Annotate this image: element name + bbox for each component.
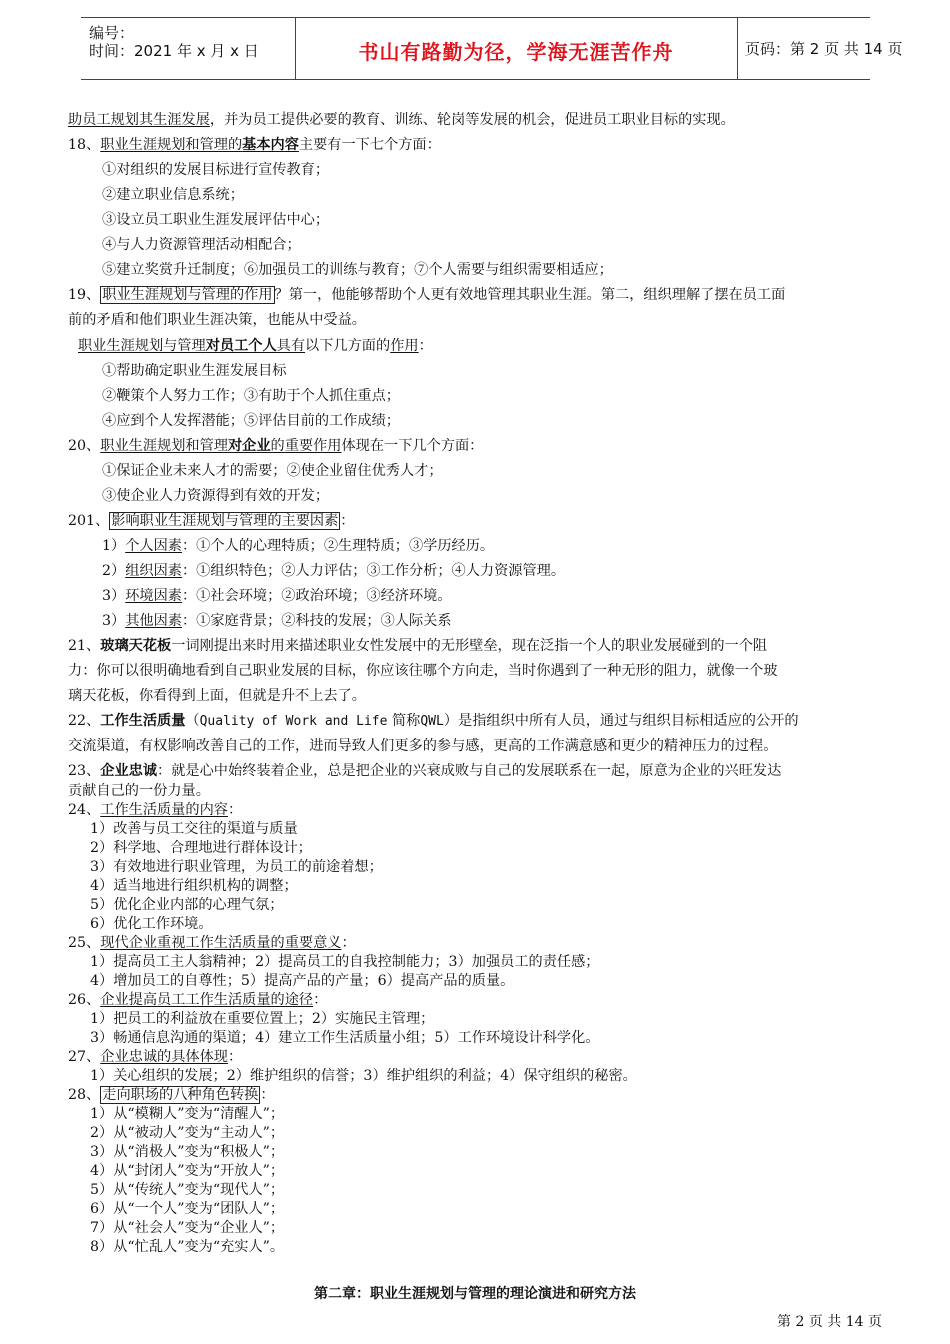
list-item: ④与人力资源管理活动相配合； xyxy=(102,237,301,253)
text-underlined: 职业生涯规划和管理 xyxy=(100,438,228,454)
text-boxed: 影响职业生涯规划与管理的主要因素 xyxy=(111,513,339,529)
list-item: ②建立职业信息系统； xyxy=(102,187,244,203)
item-26-heading xyxy=(68,990,327,1010)
text-underlined: 企业忠诚的具体体现 xyxy=(100,1049,228,1065)
text-underlined: 个人因素 xyxy=(125,538,182,554)
text-bold-underlined: 对员工个人 xyxy=(205,338,277,354)
list-item: ①对组织的发展目标进行宣传教育； xyxy=(102,162,330,178)
text-span: 以下几方面的 xyxy=(305,338,391,354)
text-line: 前的矛盾和他们职业生涯决策，也能从中受益。 xyxy=(68,312,366,328)
list-item: 3）畅通信息沟通的渠道；4）建立工作生活质量小组；5）工作环境设计科学化。 xyxy=(90,1030,600,1046)
item-number: 3） xyxy=(102,588,126,604)
text-underlined: 工作生活质量的内容 xyxy=(100,802,228,818)
footer-page-info: 第 2 页 共 14 页 xyxy=(777,1314,882,1330)
item-27-heading xyxy=(68,1047,242,1067)
text-span: 简称 xyxy=(387,713,421,729)
text-boxed: 职业生涯规划与管理的作用 xyxy=(102,287,273,303)
list-item: ④应到个人发挥潜能；⑤评估目前的工作成绩； xyxy=(102,413,400,429)
list-item: ①帮助确定职业生涯发展目标 xyxy=(102,363,287,379)
text-underlined: 的重要作用 xyxy=(270,438,342,454)
header-page-info: 页码：第 2 页 共 14 页 xyxy=(745,40,903,58)
text-span: ）是指组织中所有人员，通过与组织目标相适应的公开的 xyxy=(443,713,799,729)
item-22-heading xyxy=(68,711,799,732)
list-item xyxy=(102,586,452,606)
time-label: 时间：2021 年 x 月 x 日 xyxy=(89,42,259,60)
text-span: ： xyxy=(260,1087,275,1103)
list-item: ③设立员工职业生涯发展评估中心； xyxy=(102,212,330,228)
text-mono: QWL xyxy=(420,714,444,729)
item-24-heading xyxy=(68,800,242,820)
list-item: 4）适当地进行组织机构的调整； xyxy=(90,878,298,894)
text-span: ：①社会环境；②政治环境；③经济环境。 xyxy=(181,588,452,604)
text-bold-underlined: 对企业 xyxy=(227,438,271,454)
item-19-heading xyxy=(68,285,785,305)
list-item: 6）从“一个人”变为“团队人”； xyxy=(90,1201,285,1217)
list-item: 8）从“忙乱人”变为“充实人”。 xyxy=(90,1239,285,1255)
list-item: 2）从“被动人”变为“主动人”； xyxy=(90,1125,285,1141)
text-bold: 企业忠诚 xyxy=(100,763,158,779)
list-item xyxy=(102,611,452,631)
item-23-heading xyxy=(68,761,781,781)
text-span: ： xyxy=(227,1049,243,1065)
text-underlined: 职业生涯规划和管理的 xyxy=(100,137,243,153)
list-item: 3）有效地进行职业管理，为员工的前途着想； xyxy=(90,859,383,875)
item-number: 22、 xyxy=(68,713,101,729)
text-span: ： xyxy=(340,513,355,529)
text-bold-underlined: 基本内容 xyxy=(242,137,299,153)
list-item: 7）从“社会人”变为“企业人”； xyxy=(90,1220,285,1236)
text-underlined: 现代企业重视工作生活质量的重要意义 xyxy=(100,935,342,951)
text-line: 力：你可以很明确地看到自己职业发展的目标，你应该往哪个方向走，当时你遇到了一种无形的阻力，就像一个玻 xyxy=(68,663,778,679)
list-item xyxy=(102,536,494,556)
chapter-title: 第二章：职业生涯规划与管理的理论演进和研究方法 xyxy=(314,1286,636,1302)
text-underlined: 职业生涯规划与管理 xyxy=(78,338,206,354)
header-meta xyxy=(81,18,296,79)
item-number: 18、 xyxy=(68,137,101,153)
list-item: 5）优化企业内部的心理气氛； xyxy=(90,897,284,913)
list-item: ②鞭策个人努力工作；③有助于个人抓住重点； xyxy=(102,388,400,404)
text-line: 贡献自己的一份力量。 xyxy=(68,783,210,799)
list-item: 6）优化工作环境。 xyxy=(90,916,213,932)
text-span: 主要有一下七个方面： xyxy=(298,137,441,153)
list-item: 1）从“模糊人”变为“清醒人”； xyxy=(90,1106,285,1122)
list-item: 5）从“传统人”变为“现代人”； xyxy=(90,1182,285,1198)
list-item: ①保证企业未来人才的需要；②使企业留住优秀人才； xyxy=(102,463,443,479)
item-number: 2） xyxy=(102,563,126,579)
list-item: 4）增加员工的自尊性；5）提高产品的产量；6）提高产品的质量。 xyxy=(90,973,515,989)
text-span: 体现在一下几个方面： xyxy=(341,438,484,454)
text-span: ：①组织特色；②人力评估；③工作分析；④人力资源管理。 xyxy=(181,563,566,579)
list-item: 1）关心组织的发展；2）维护组织的信誉；3）维护组织的利益；4）保守组织的秘密。 xyxy=(90,1068,637,1084)
text-underlined: 环境因素 xyxy=(125,588,182,604)
list-item: 2）科学地、合理地进行群体设计； xyxy=(90,840,312,856)
text-underlined: 助员工规划其生涯发展 xyxy=(68,112,210,128)
item-25-heading xyxy=(68,933,356,953)
list-item: ③使企业人力资源得到有效的开发； xyxy=(102,488,330,504)
item-20-heading xyxy=(68,436,483,456)
text-span: ：①家庭背景；②科技的发展；③人际关系 xyxy=(181,613,452,629)
text-bold: 工作生活质量 xyxy=(100,713,186,729)
list-item xyxy=(102,561,565,581)
list-item: 3）从“消极人”变为“积极人”； xyxy=(90,1144,285,1160)
text-span: ，并为员工提供必要的教育、训练、轮岗等发展的机会，促进员工职业目标的实现。 xyxy=(209,112,735,128)
text-underlined: 其他因素 xyxy=(125,613,182,629)
number-label: 编号： xyxy=(89,24,135,42)
header-motto-cell xyxy=(295,18,738,79)
header-page-cell xyxy=(737,18,903,79)
item-number: 3） xyxy=(102,613,126,629)
item-number: 201、 xyxy=(68,513,110,529)
item-number: 21、 xyxy=(68,638,101,654)
text-span: ？第一，他能够帮助个人更有效地管理其职业生涯。第二，组织理解了摆在员工面 xyxy=(274,287,786,303)
list-item: ⑤建立奖赏升迁制度；⑥加强员工的训练与教育；⑦个人需要与组织需要相适应； xyxy=(102,262,613,278)
text-span: ： xyxy=(313,992,328,1008)
text-bold: 玻璃天花板 xyxy=(100,638,172,654)
item-number: 20、 xyxy=(68,438,101,454)
text-underlined: 企业提高员工工作生活质量的途径 xyxy=(100,992,314,1008)
item-number: 25、 xyxy=(68,935,101,951)
item-201-heading xyxy=(68,511,355,531)
text-underlined: 具有 xyxy=(276,338,306,354)
text-span: 一词刚提出来时用来描述职业女性发展中的无形壁垒，现在泛指一个人的职业发展碰到的一个阻 xyxy=(171,638,768,654)
text-line: 璃天花板，你看得到上面，但就是升不上去了。 xyxy=(68,688,366,704)
list-item: 1）把员工的利益放在重要位置上；2）实施民主管理； xyxy=(90,1011,435,1027)
text-span: （ xyxy=(185,713,200,729)
text-underlined: 组织因素 xyxy=(125,563,182,579)
text-span: ： xyxy=(227,802,243,818)
list-item: 4）从“封闭人”变为“开放人”； xyxy=(90,1163,285,1179)
text-line xyxy=(68,110,735,130)
item-number: 26、 xyxy=(68,992,101,1008)
text-boxed: 走向职场的八种角色转换 xyxy=(102,1087,259,1103)
page-header xyxy=(81,17,903,80)
text-span: ：就是心中始终装着企业，总是把企业的兴衰成败与自己的发展联系在一起，原意为企业的兴旺发达 xyxy=(157,763,782,779)
list-item: 1）提高员工主人翁精神；2）提高员工的自我控制能力；3）加强员工的责任感； xyxy=(90,954,600,970)
list-item: 1）改善与员工交往的渠道与质量 xyxy=(90,821,298,837)
item-number: 1） xyxy=(102,538,126,554)
item-number: 28、 xyxy=(68,1087,101,1103)
text-span: ：①个人的心理特质；②生理特质；③学历经历。 xyxy=(181,538,495,554)
item-28-heading xyxy=(68,1085,275,1105)
item-21-heading xyxy=(68,636,767,656)
item-18-heading xyxy=(68,135,441,155)
text-underlined: 作用 xyxy=(390,338,419,354)
text-span: ： xyxy=(341,935,356,951)
header-motto: 书山有路勤为径，学海无涯苦作舟 xyxy=(358,40,674,64)
item-number: 23、 xyxy=(68,763,101,779)
item-number: 27、 xyxy=(68,1049,101,1065)
text-line: 交流渠道，有权影响改善自己的工作，进而导致人们更多的参与感，更高的工作满意感和更少的精神压力的过程。 xyxy=(68,738,778,754)
item-number: 19、 xyxy=(68,287,101,303)
item-number: 24、 xyxy=(68,802,101,818)
text-mono: Quality of Work and Life xyxy=(199,714,388,729)
text-span: ： xyxy=(418,338,433,354)
text-line xyxy=(78,336,433,356)
